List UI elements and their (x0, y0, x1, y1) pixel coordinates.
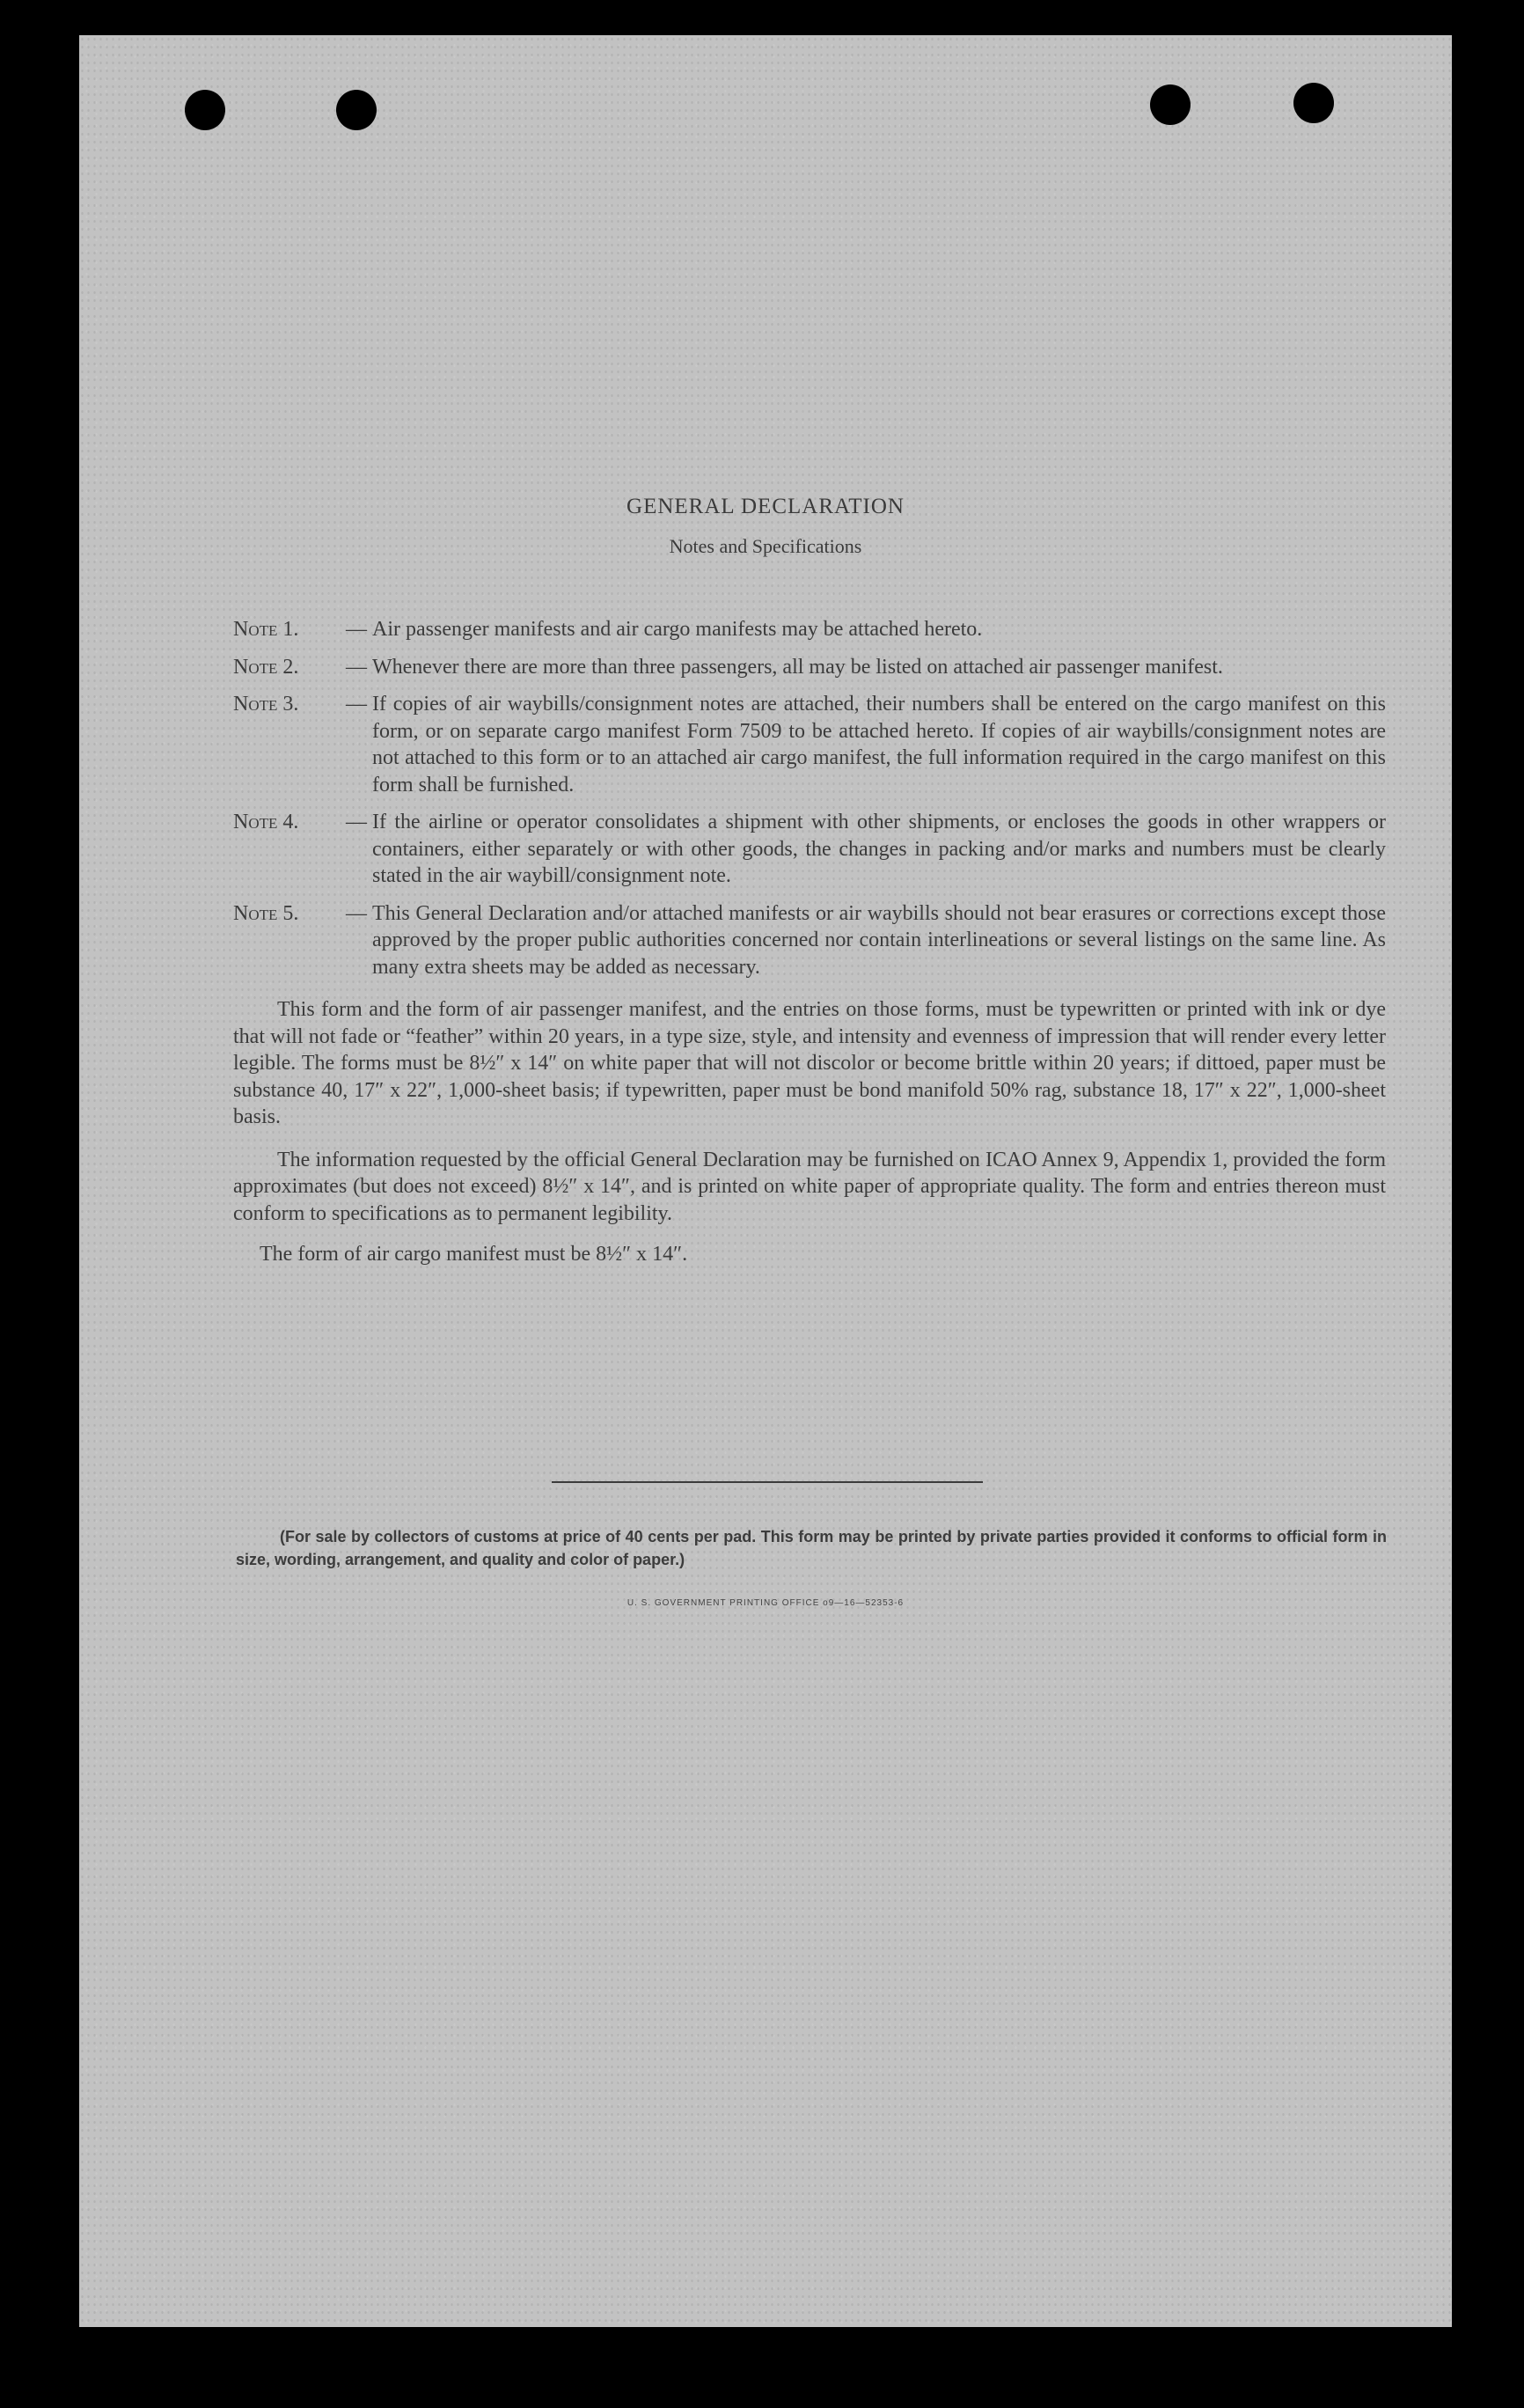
note-text: — If copies of air waybills/consignment notes are attached, their numbers shall be entered on the cargo manifest on this form, or on separate cargo manifest Form 7509 to be attached hereto. If copies of air waybills/consignment notes are not attached to this form or to an attached air cargo manifest, the full information required in the cargo manifest on this form shall be furnished. (372, 691, 1386, 798)
paragraph-icao-annex: The information requested by the official General Declaration may be furnished on ICAO Annex 9, Appendix 1, provided the form approximates (but does not exceed) 8½″ x 14″, and is printed on white paper of appropriate quality. The form and entries thereon must conform to specifications as to permanent legibility. (233, 1148, 1386, 1225)
note-label: Note 5. (233, 901, 299, 925)
note-label: Note 1. (233, 618, 299, 641)
divider-rule (552, 1481, 983, 1483)
note-text: — Air passenger manifests and air cargo manifests may be attached hereto. (372, 616, 1386, 643)
page-title: GENERAL DECLARATION (626, 495, 905, 518)
note-label: Note 4. (233, 811, 299, 833)
printer-imprint: U. S. GOVERNMENT PRINTING OFFICE o9—16—52353-6 (626, 1598, 905, 1608)
notes-section (233, 616, 1386, 1268)
note-2 (233, 654, 1386, 681)
sale-note: (For sale by collectors of customs at price of 40 cents per pad. This form may be printed by private parties provided it conforms to official form in size, wording, arrangement, and quality and color of paper.) (236, 1528, 1387, 1568)
punch-hole (336, 90, 377, 130)
note-label: Note 2. (233, 655, 299, 679)
paragraph-cargo-manifest-size: The form of air cargo manifest must be 8½″ x 14″. (260, 1243, 688, 1266)
note-label: Note 3. (233, 693, 299, 716)
note-3 (233, 691, 1386, 798)
punch-hole (1150, 84, 1191, 125)
punch-hole (185, 90, 225, 130)
punch-hole (1293, 83, 1334, 123)
document-page (79, 35, 1452, 2327)
page-subtitle: Notes and Specifications (669, 535, 862, 557)
paragraph-paper-specs: This form and the form of air passenger manifest, and the entries on those forms, must be typewritten or printed with ink or dye that will not fade or “feather” within 20 years, in a type size, style, and intensity and evenness of impression that will render every letter legible. The forms must be 8½″ x 14″ on white paper that will not discolor or become brittle within 20 years; if dittoed, paper must be substance 40, 17″ x 22″, 1,000-sheet basis; if typewritten, paper must be bond manifold 50% rag, substance 18, 17″ x 22″, 1,000-sheet basis. (233, 998, 1386, 1128)
note-text: — If the airline or operator consolidates a shipment with other shipments, or encloses the goods in other wrappers or containers, either separately or with other goods, the changes in packing and/or marks and numbers must be clearly stated in the air waybill/consignment note. (372, 809, 1386, 890)
note-4 (233, 809, 1386, 890)
note-text: — Whenever there are more than three passengers, all may be listed on attached air passenger manifest. (372, 654, 1386, 681)
note-1 (233, 616, 1386, 643)
note-5 (233, 900, 1386, 981)
note-text: — This General Declaration and/or attached manifests or air waybills should not bear erasures or corrections except those approved by the proper public authorities concerned nor contain interlineations or several listings on the same line. As many extra sheets may be added as necessary. (372, 900, 1386, 981)
